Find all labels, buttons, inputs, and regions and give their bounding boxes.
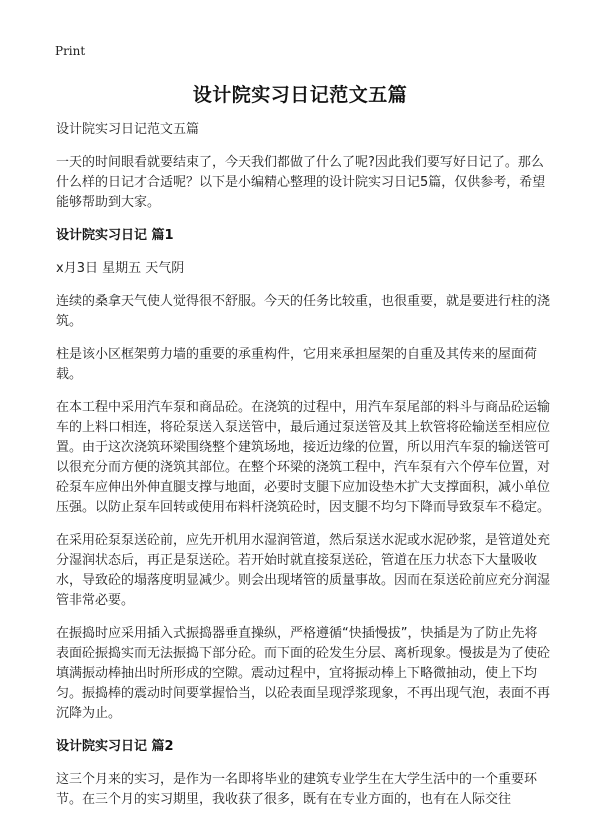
section-1-date: x月3日 星期五 天气阴 [56,261,185,276]
section-1-paragraph: 柱是该小区框架剪力墙的重要的承重构件，它用来承担屋架的自重及其传来的屋面荷载。 [56,347,538,382]
section-1-paragraph: 在本工程中采用汽车泵和商品砼。在浇筑的过程中，用汽车泵尾部的料斗与商品砼运输车的上料口相连，将砼泵送入泵送管中，最后通过泵送管及其上软管将砼输送至相应位置。由于这次浇筑环梁围绕整个建筑场地，接近边缘的位置，所以用汽车泵的输送管可以很充分而方便的浇筑其部位。在整个环梁的浇筑工程中，汽车泵有六个停车位置，对砼泵车应伸出外伸直腿支撑与地面，必要时支腿下应加设垫木扩大支撑面积，减小单位压强。以防止泵车回转或使用布料杆浇筑砼时，因支腿不均匀下降而导致泵车不稳定。 [56,400,551,515]
intro-paragraph: 一天的时间眼看就要结束了，今天我们都做了什么了呢?因此我们要写好日记了。那么什么样的日记才合适呢？以下是小编精心整理的设计院实习日记5篇，仅供参考，希望能够帮助到大家。 [56,155,546,210]
section-2-paragraph: 这三个月来的实习，是作为一名即将毕业的建筑专业学生在大学生活中的一个重要环节。在三个月的实习期里，我收获了很多，既有在专业方面的，也有在人际交往 [56,772,538,807]
section-1-paragraph: 在采用砼泵泵送砼前，应先开机用水湿润管道，然后泵送水泥或水泥砂浆，是管道处充分湿润状态后，再正是泵送砼。若开始时就直接泵送砼，管道在压力状态下大量吸收水，导致砼的塌落度明显减少。则会出现堵管的质量事故。因而在泵送砼前应充分润湿管非常必要。 [56,533,551,608]
section-2-heading: 设计院实习日记 篇2 [56,739,174,754]
section-1-heading: 设计院实习日记 篇1 [56,228,174,243]
section-1-paragraph: 连续的桑拿天气使人觉得很不舒服。今天的任务比较重，也很重要，就是要进行柱的浇筑。 [56,294,551,329]
section-1-paragraph: 在振捣时应采用插入式振捣器垂直操纵，严格遵循“快插慢拔”，快插是为了防止先将表面砼振捣实而无法振捣下部分砼。而下面的砼发生分层、离析现象。慢拔是为了使砼填满振动棒抽出时所形成的空隙。震动过程中，宜将振动棒上下略微抽动，使上下均匀。振捣棒的震动时间要掌握恰当，以砼表面呈现浮浆现象，不再出现气泡，表面不再沉降为止。 [56,626,551,721]
print-link[interactable]: Print [55,44,86,58]
article-body [56,120,550,823]
article-subtitle: 设计院实习日记范文五篇 [56,122,200,137]
page-title: 设计院实习日记范文五篇 [192,84,408,106]
